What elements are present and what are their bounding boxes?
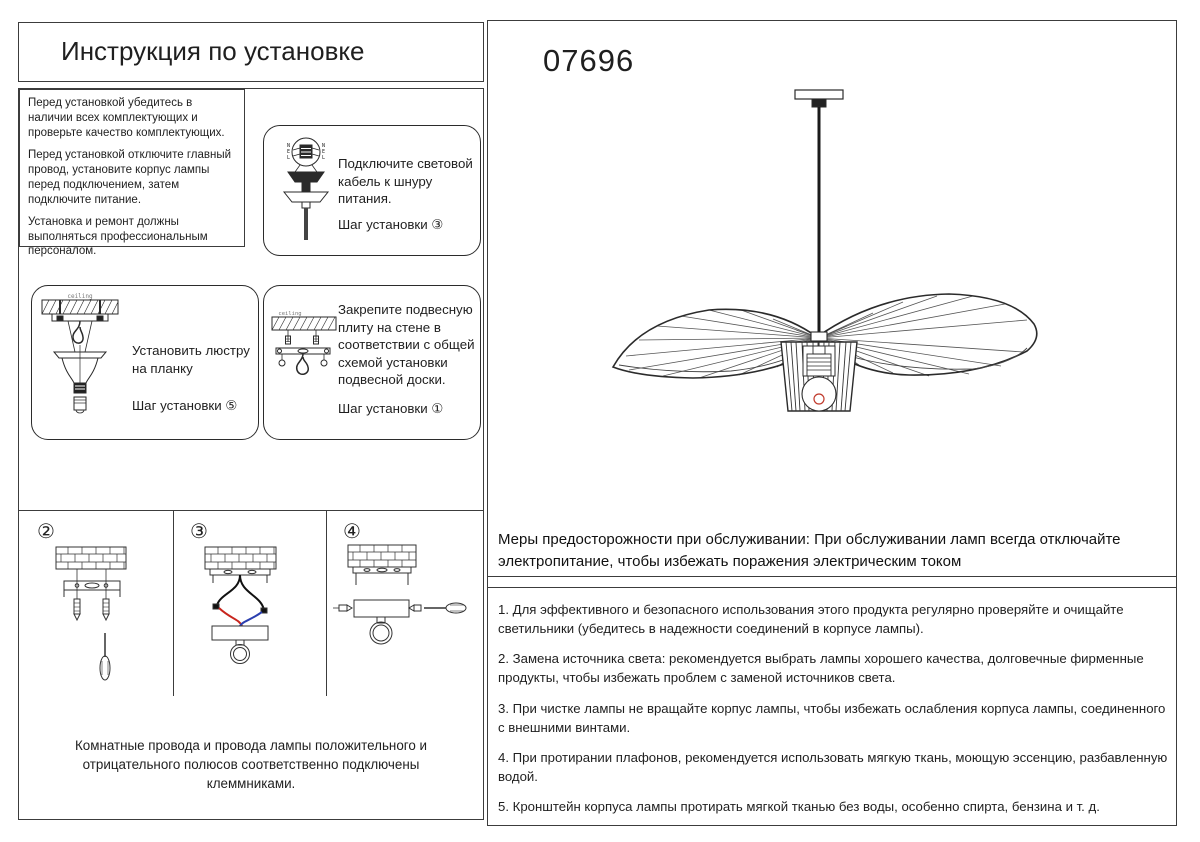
maintenance-warning: Меры предосторожности при обслуживании: При обслуживании ламп всегда отключайте электропитание, чтобы избежать поражения электрическим током xyxy=(498,531,1121,570)
maintenance-item: 1. Для эффективного и безопасного использования этого продукта регулярно проверяйте и очищайте светильники (убедитесь в надежности соединений в корпусе лампы). xyxy=(498,602,1124,637)
page-title: Инструкция по установке xyxy=(61,36,365,66)
step-mount-card xyxy=(31,285,259,440)
panel-screws-diagram xyxy=(19,511,173,696)
panel-wiring-diagram xyxy=(173,511,326,696)
maintenance-list-box xyxy=(488,587,1176,825)
terminal-label-e: E xyxy=(286,149,290,155)
terminal-label-l: L xyxy=(322,155,326,161)
warning-paragraph: Перед установкой отключите главный провод, установите корпус лампы перед подключением, затем подключите питание. xyxy=(28,148,232,206)
model-number: 07696 xyxy=(543,43,635,78)
panel-number-3: ③ xyxy=(190,521,208,543)
step-plate-text: Закрепите подвесную плиту на стене в соответствии с общей схемой установки подвесной доски. xyxy=(338,302,475,388)
step-mount-text: Установить люстру на планку xyxy=(132,343,250,376)
maintenance-item: 5. Кронштейн корпуса лампы протирать мягкой тканью без воды, особенно спирта, бензина и т. д. xyxy=(498,799,1100,815)
terminal-label-n: N xyxy=(322,143,326,149)
terminal-label-l: L xyxy=(286,155,290,161)
maintenance-item: 4. При протирании плафонов, рекомендуется использовать мягкую ткань, моющую эссенцию, разбавленную водой. xyxy=(498,749,1168,784)
panel-number-2: ② xyxy=(37,521,55,543)
install-steps-box xyxy=(18,88,484,512)
panel-canopy-diagram xyxy=(326,511,483,696)
warning-text-box xyxy=(19,89,245,258)
maintenance-item: 3. При чистке лампы не вращайте корпус лампы, чтобы избежать ослабления корпуса лампы, соединенного с внешними винтами. xyxy=(498,700,1166,735)
product-box xyxy=(487,20,1177,826)
terminal-label-e: E xyxy=(322,149,326,155)
maintenance-item: 2. Замена источника света: рекомендуется выбрать лампы хорошего качества, долговечные фирменные продукты, чтобы избежать проблем с заменой источников света. xyxy=(498,651,1144,686)
pendant-lamp-drawing xyxy=(581,86,1061,436)
step-connect-text: Подключите световой кабель к шнуру питания. xyxy=(338,156,473,207)
chandelier-mount-icon xyxy=(38,290,122,416)
step-plate-label: Шаг установки ① xyxy=(338,401,444,416)
wiring-connection-icon xyxy=(274,134,338,246)
step-connect-card xyxy=(263,125,481,256)
separator-line xyxy=(488,576,1176,577)
assembly-panels-box xyxy=(18,510,484,820)
step-mount-label: Шаг установки ⑤ xyxy=(132,398,238,413)
ceiling-label: ceiling xyxy=(278,311,302,317)
title-box xyxy=(18,22,484,82)
step-connect-label: Шаг установки ③ xyxy=(338,217,444,232)
terminal-label-n: N xyxy=(286,143,290,149)
wiring-note: Комнатные провода и провода лампы положительного и отрицательного полюсов соответственно подключены клеммниками. xyxy=(74,738,428,791)
hanging-plate-icon xyxy=(270,308,338,388)
step-plate-card xyxy=(263,285,481,440)
warning-paragraph: Перед установкой убедитесь в наличии всех комплектующих и проверьте качество комплектующих. xyxy=(28,97,225,139)
ceiling-label: ceiling xyxy=(67,293,93,300)
panel-number-4: ④ xyxy=(343,521,361,543)
warning-paragraph: Установка и ремонт должны выполняться профессиональным персоналом. xyxy=(28,215,208,258)
